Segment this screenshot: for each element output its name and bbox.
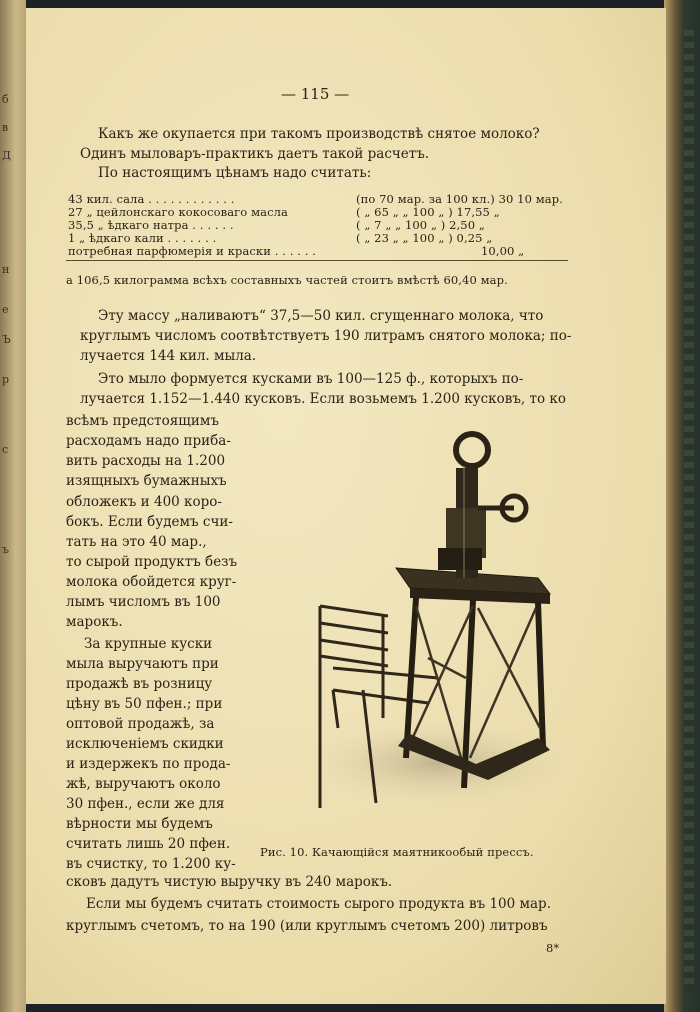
left-page-fragment: е (2, 303, 9, 316)
cost-row-label: 43 кил. сала . . . . . . . . . . . . (68, 192, 235, 206)
left-page-fragment: Д (2, 149, 11, 162)
figure-caption: Рис. 10. Качающійся маятникообый прессъ. (260, 845, 534, 859)
left-page-fragment: ъ (2, 543, 9, 556)
column-line: 30 пфен., если же для (66, 796, 225, 812)
paragraph-line: лучается 1.152—1.440 кусковъ. Если возьмемъ 1.200 кусковъ, то ко (80, 391, 566, 407)
cost-row-label: 27 „ цейлонскаго кокосоваго масла (68, 205, 288, 219)
left-page-fragment: с (2, 443, 9, 456)
intro-line: Одинъ мыловаръ-практикъ даетъ такой расчетъ. (80, 146, 430, 162)
cost-row-value: 10,00 „ (481, 244, 525, 258)
left-page-fragment: б (2, 93, 9, 106)
column-line: вѣрности мы будемъ (66, 816, 213, 832)
column-line: расходамъ надо приба- (66, 433, 231, 449)
column-line: въ счистку, то 1.200 ку- (66, 856, 236, 872)
cost-row-value: ( „ 7 „ „ 100 „ ) 2,50 „ (356, 218, 485, 232)
cost-row-value: (по 70 мар. за 100 кл.) 30 10 мар. (356, 192, 563, 206)
total-line: а 106,5 килограмма всѣхъ составныхъ частей стоитъ вмѣстѣ 60,40 мар. (66, 273, 508, 287)
book-page (26, 8, 666, 1004)
cost-row-label: потребная парфюмерія и краски . . . . . . (68, 244, 317, 258)
column-line: и издержекъ по прода- (66, 756, 231, 772)
cost-row-label: 35,5 „ ѣдкаго натра . . . . . . (68, 218, 234, 232)
column-line: марокъ. (66, 614, 123, 630)
column-line: жѣ, выручаютъ около (66, 776, 221, 792)
left-page-fragment: р (2, 373, 10, 386)
paragraph-line: круглымъ числомъ соотвѣтствуетъ 190 литрамъ снятого молока; по- (80, 328, 572, 344)
column-line: цѣну въ 50 пфен.; при (66, 696, 223, 712)
pendulum-press-illustration (288, 428, 578, 833)
column-line: молока обойдется круг- (66, 574, 237, 590)
paragraph-line: лучается 144 кил. мыла. (80, 348, 257, 364)
left-page-fragment: в (2, 121, 9, 134)
column-line: За крупные куски (84, 636, 213, 652)
column-line: продажѣ въ розницу (66, 676, 213, 692)
paragraph-line: круглымъ счетомъ, то на 190 (или круглымъ счетомъ 200) литровъ (66, 918, 548, 934)
cost-row-value: ( „ 23 „ „ 100 „ ) 0,25 „ (356, 231, 493, 245)
paragraph-line: Если мы будемъ считать стоимость сырого продукта въ 100 мар. (86, 896, 551, 912)
column-line: считать лишь 20 пфен. (66, 836, 231, 852)
column-line: мыла выручаютъ при (66, 656, 219, 672)
column-line: обложекъ и 400 коро- (66, 494, 222, 510)
table-rule (66, 260, 568, 261)
spine-pattern (684, 30, 694, 990)
printer-signature: 8* (546, 941, 560, 955)
column-line: оптовой продажѣ, за (66, 716, 215, 732)
paragraph-line: Эту массу „наливаютъ“ 37,5—50 кил. сгущеннаго молока, что (98, 308, 544, 324)
left-page-fragment: Ъ (2, 333, 11, 346)
column-line: лымъ числомъ въ 100 (66, 594, 221, 610)
cost-row-label: 1 „ ѣдкаго кали . . . . . . . (68, 231, 217, 245)
intro-line: По настоящимъ цѣнамъ надо считать: (98, 165, 372, 181)
column-line: изящныхъ бумажныхъ (66, 473, 227, 489)
left-page-fragment: н (2, 263, 10, 276)
column-line: всѣмъ предстоящимъ (66, 413, 219, 429)
cost-row-value: ( „ 65 „ „ 100 „ ) 17,55 „ (356, 205, 500, 219)
intro-line: Какъ же окупается при такомъ производствѣ снятое молоко? (98, 126, 540, 142)
paragraph-line: сковъ дадутъ чистую выручку въ 240 марокъ. (66, 874, 393, 890)
page-number: — 115 — (281, 85, 350, 103)
column-line: исключеніемъ скидки (66, 736, 224, 752)
column-line: бокъ. Если будемъ счи- (66, 514, 233, 530)
adjacent-left-page (0, 0, 26, 1012)
column-line: вить расходы на 1.200 (66, 453, 226, 469)
paragraph-line: Это мыло формуется кусками въ 100—125 ф., которыхъ по- (98, 371, 524, 387)
book-spine (664, 0, 700, 1012)
column-line: то сырой продуктъ безъ (66, 554, 238, 570)
column-line: тать на это 40 мар., (66, 534, 207, 550)
